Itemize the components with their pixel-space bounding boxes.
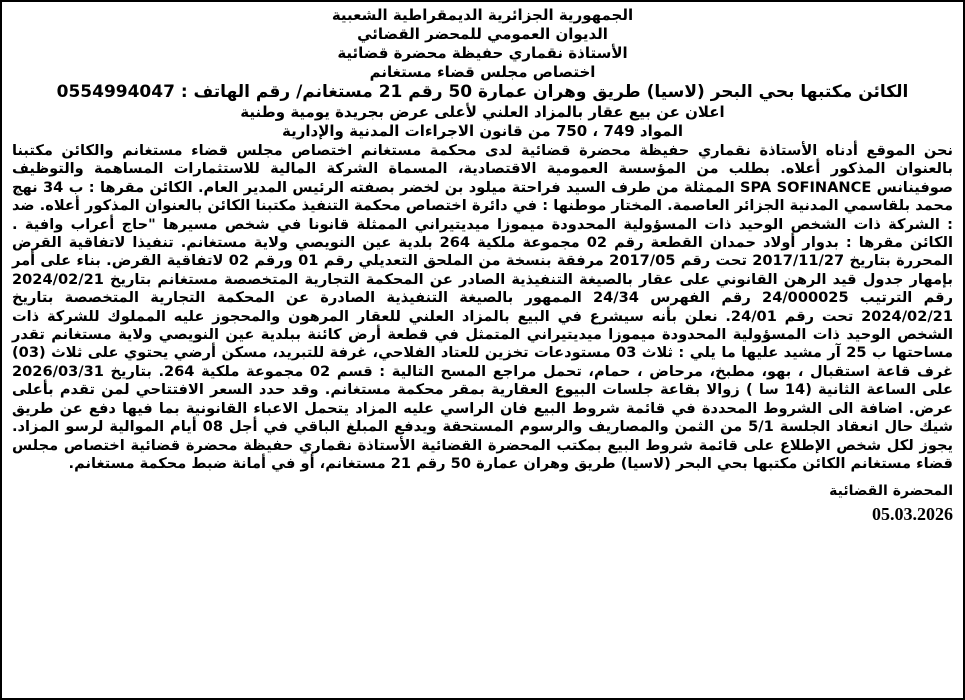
header-republic: الجمهورية الجزائرية الديمقراطية الشعبية	[331, 6, 634, 24]
signature-label: المحضرة القضائية	[829, 483, 953, 500]
notice-date: 05.03.2026	[872, 504, 953, 525]
header-articles: المواد 749 ، 750 من قانون الاجراءات المدنية والإدارية	[282, 122, 683, 140]
header-office: الديوان العمومي للمحضر القضائي	[357, 25, 608, 43]
notice-paragraph: نحن الموقع أدناه الأستاذة نقماري حفيظة محضرة قضائية لدى محكمة مستغانم اختصاص مجلس قضاء مستغانم والكائن مكتبنا بالعنوان المذكور أعلاه. بطلب من المؤسسة العمومية الاقتصادية، المسماة الشركة المالية للاستثمارات المساهمة والتوظيف صوفينانس SPA SOFINANCE الممثلة من طرف السيد فراحتة ميلود بن لخضر بصفته الرئيس المدير العام. الكائن مقرها : ب 34 نهج محمد بلقاسمي المدنية الجزائر العاصمة. المختار موطنها : في دائرة اختصاص محكمة التنفيذ مكتبنا الكائن بالعنوان المذكور أعلاه. ضد : الشركة ذات الشخص الوحيد ذات المسؤولية المحدودة ميموزا ميديتيراني الممثلة قانونا في شخص مسيرها "حاج أعراب وافية . الكائن مقرها : بدوار أولاد حمدان القطعة رقم 02 مجموعة ملكية 264 بلدية عين النويصي ولاية مستغانم. تنفيذا لاتفاقية القرض المحررة بتاريخ 2017/11/27 تحت رقم 2017/05 مرفقة بنسخة من الملحق التعديلي رقم 01 ورقم 02 لاتفاقية القرض. بناء على أمر بإمهار جدول قيد الرهن القانوني على عقار بالصيغة التنفيذية الصادر عن المحكمة التجارية المتخصصة مستغانم بتاريخ 2024/02/21 رقم الترتيب 24/000025 رقم الفهرس 24/34 الممهور بالصيغة التنفيذية الصادرة عن المحكمة التجارية المتخصصة بتاريخ 2024/02/21 تحت رقم 24/01. نعلن بأنه سيشرع في البيع بالمزاد العلني للعقار المرهون والمحجوز عليه المملوك للشركة ذات الشخص الوحيد ذات المسؤولية المحدودة ميموزا ميديتيراني المتمثل في قطعة أرض كائنة ببلدية عين النويصي ولاية مستغانم تقدر مساحتها ب 25 آر مشيد عليها ما يلي : ثلاث 03 مستودعات تخزين للعتاد الفلاحي، غرفة للتبريد، مسكن أرضي يحتوي على ثلاث (03) غرف قاعة استقبال ، بهو، مطبخ، مرحاض ، حمام، تحمل مراجع المسح التالية : قسم 02 مجموعة ملكية 264. بتاريخ 2026/03/31 على الساعة الثانية (14 سا ) زوالا بقاعة جلسات البيوع العقارية بمقر محكمة مستغانم. وقد حدد السعر الافتتاحي لمن تقدم بأعلى عرض. اضافة الى الشروط المحددة في قائمة شروط البيع فان الراسي عليه المزاد يتحمل الاعباء القانونية بما فيها دفع عن طريق شيك حال انعقاد الجلسة 5/1 من الثمن والمصاريف والرسوم المستحقة ويدفع المبلغ الباقي في أجل 08 أيام الموالية لرسو المزاد. يجوز لكل شخص الإطلاع على قائمة شروط البيع بمكتب المحضرة القضائية الأستاذة نقماري حفيظة محضرة قضائية اختصاص مجلس قضاء مستغانم الكائن مكتبها بحي البحر (لاسيا) طريق وهران عمارة 50 رقم 21 مستغانم، أو في أمانة ضبط محكمة مستغانم.	[12, 142, 954, 472]
header-announcement: اعلان عن بيع عقار بالمزاد العلني لأعلى عرض بجريدة يومية وطنية	[240, 103, 725, 121]
notice-header	[12, 6, 953, 141]
header-bailiff-name: الأستاذة نقماري حفيظة محضرة قضائية	[337, 44, 628, 62]
header-jurisdiction: اختصاص مجلس قضاء مستغانم	[369, 63, 596, 81]
notice-body	[12, 142, 953, 473]
header-contact: الكائن مكتبها بحي البحر (لاسيا) طريق وهران عمارة 50 رقم 21 مستغانم/ رقم الهاتف : 0554994047	[56, 82, 909, 102]
